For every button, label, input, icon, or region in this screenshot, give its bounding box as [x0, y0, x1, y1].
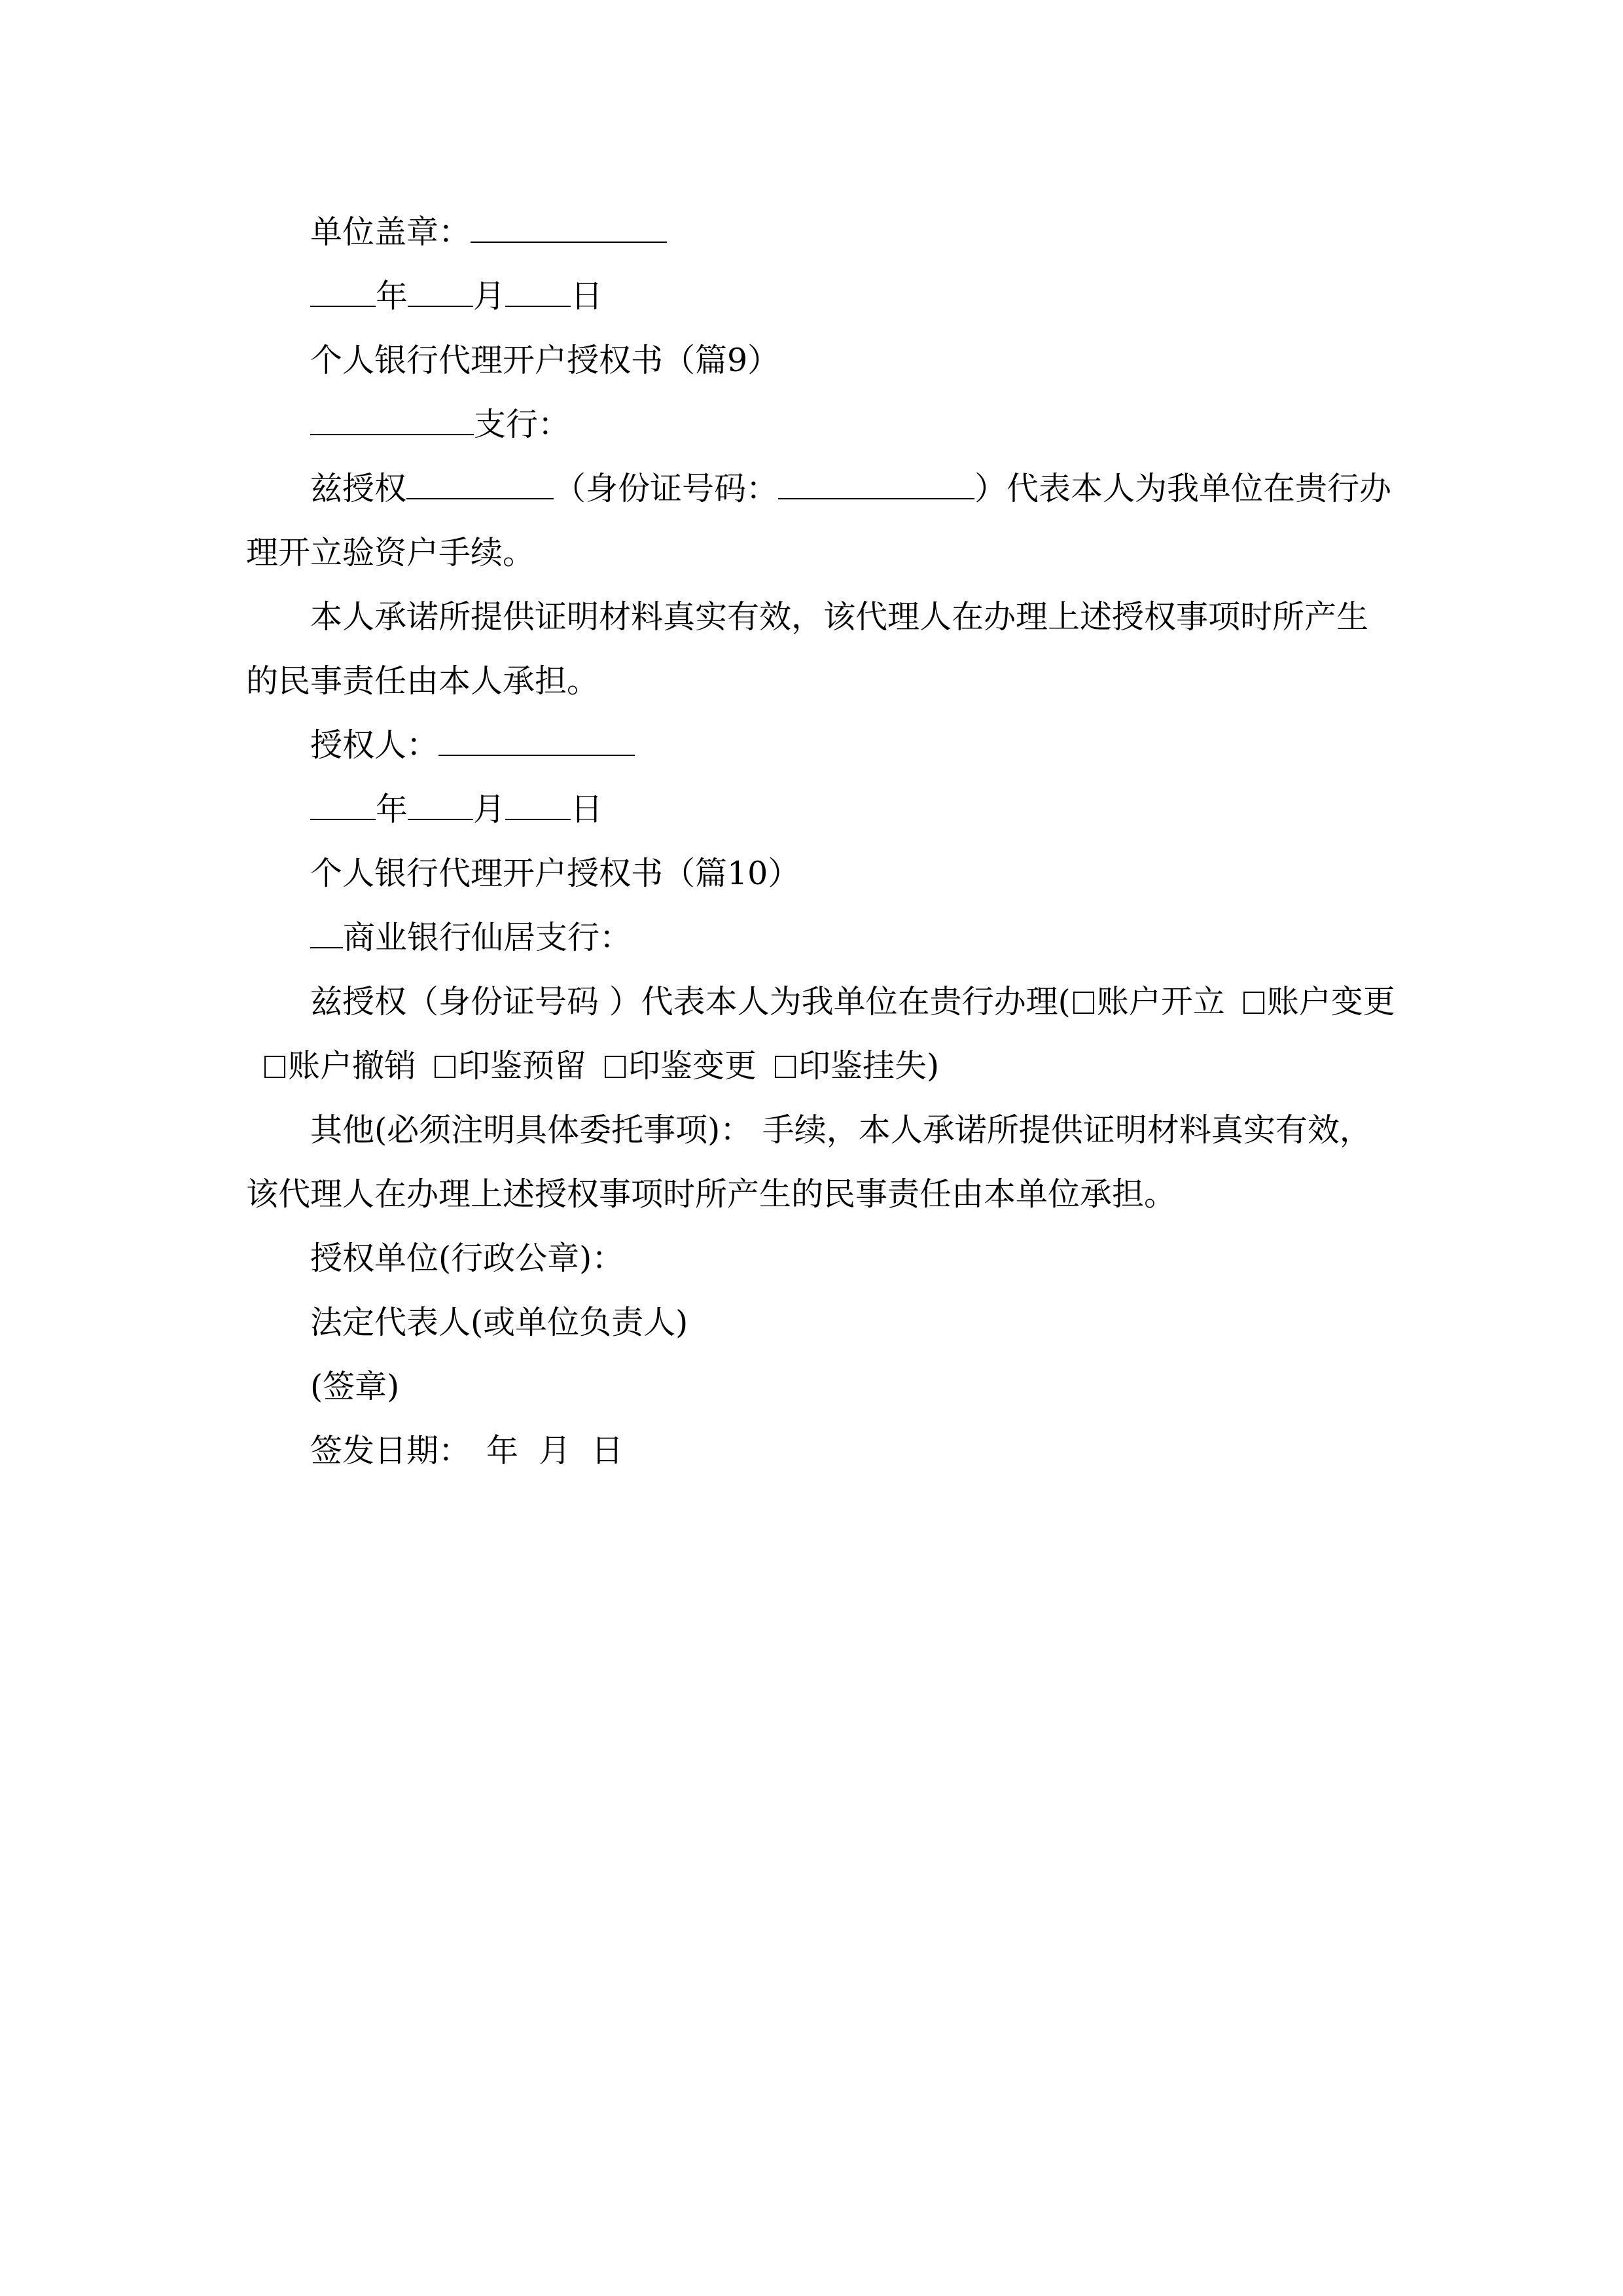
checkbox-account-change: [1243, 992, 1264, 1014]
day-label-2: 日: [571, 791, 603, 828]
option-account-open: 账户开立: [1096, 983, 1225, 1020]
date-line-1: [246, 264, 1398, 329]
month-blank: [408, 275, 473, 307]
seal-line: [246, 200, 1398, 264]
month-label-2: 月: [473, 791, 506, 828]
id-label: （身份证号码：: [554, 470, 779, 507]
seal-blank: [471, 211, 667, 243]
auth-purpose: ）代表本人为我单位在贵行办理开立验资户手续。: [246, 470, 1392, 571]
option-account-cancel: 账户撤销: [288, 1047, 417, 1085]
option-seal-change: 印鉴变更: [628, 1047, 757, 1085]
other-10: 其他(必须注明具体委托事项)： 手续，本人承诺所提供证明材料真实有效，该代理人在办理上述授权事项时所产生的民事责任由本单位承担。: [246, 1111, 1372, 1213]
year-blank-2: [310, 788, 376, 820]
option-account-change: 账户变更: [1266, 983, 1395, 1020]
checkbox-seal-change: [605, 1056, 626, 1078]
checkbox-seal-reserve: [435, 1056, 455, 1078]
authorization-9: [246, 457, 1398, 585]
auth10-intro: 兹授权（身份证号码 ）代表本人为我单位在贵行办理(: [310, 983, 1071, 1020]
day-blank: [505, 275, 571, 307]
year-label: 年: [376, 278, 408, 315]
branch-blank: [310, 403, 474, 435]
grantor-blank: [438, 724, 635, 756]
month-label: 月: [473, 278, 506, 315]
bank-name-blank: [310, 916, 343, 948]
document-body: [246, 200, 1398, 1483]
id-number-blank: [778, 467, 974, 499]
checkbox-seal-loss: [775, 1056, 796, 1078]
month-blank-2: [408, 788, 473, 820]
issue-date-value: 年 月 日: [486, 1432, 624, 1469]
issue-date-label: 签发日期：: [310, 1432, 471, 1469]
seal-label: 单位盖章：: [310, 213, 471, 251]
option-seal-reserve: 印鉴预留: [458, 1047, 587, 1085]
day-label: 日: [571, 278, 603, 315]
branch-suffix: 支行：: [474, 406, 571, 443]
year-label-2: 年: [376, 791, 408, 828]
representative-10: 法定代表人(或单位负责人): [310, 1304, 688, 1341]
branch-10-label: 商业银行仙居支行：: [343, 919, 632, 956]
year-blank: [310, 275, 376, 307]
branch-9: [246, 393, 1398, 457]
issue-date-line: [246, 1419, 1398, 1483]
day-blank-2: [505, 788, 571, 820]
grantor-label: 授权人：: [310, 726, 439, 764]
title-9: 个人银行代理开户授权书（篇9）: [310, 342, 780, 379]
checkbox-account-cancel: [264, 1056, 285, 1078]
promise-9: 本人承诺所提供证明材料真实有效，该代理人在办理上述授权事项时所产生的民事责任由本人承担。: [246, 598, 1369, 700]
title-10: 个人银行代理开户授权书（篇10）: [310, 855, 800, 892]
checkbox-account-open: [1073, 992, 1094, 1014]
signature-10: (签章): [310, 1368, 400, 1405]
grantor-line: [246, 713, 1398, 778]
agent-name-blank: [406, 467, 554, 499]
unit-10: 授权单位(行政公章)：: [310, 1240, 624, 1277]
date-line-2: [246, 778, 1398, 842]
option-seal-loss: 印鉴挂失): [798, 1047, 940, 1085]
authorization-10: [246, 970, 1398, 1098]
branch-10: [246, 906, 1398, 970]
auth-prefix: 兹授权: [310, 470, 407, 507]
